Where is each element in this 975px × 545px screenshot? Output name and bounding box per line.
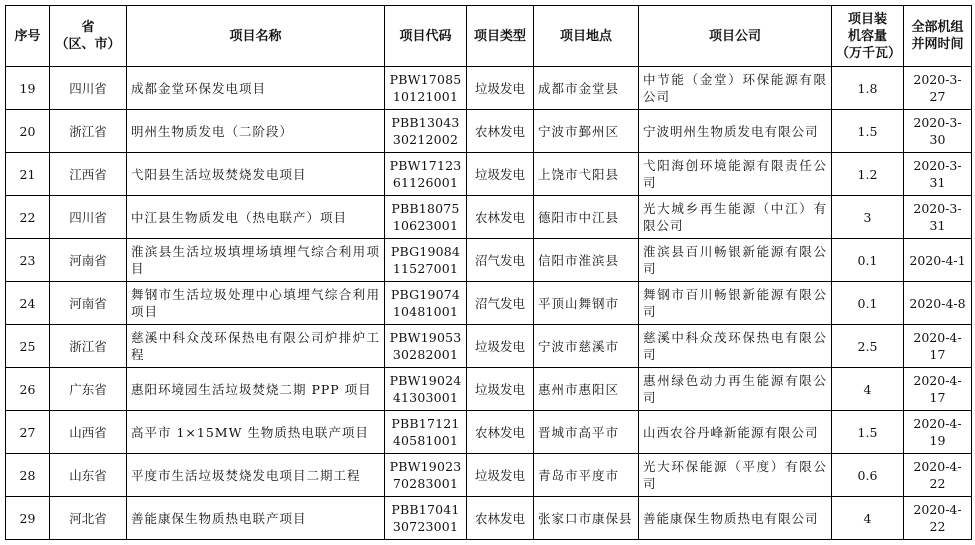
cell-project-type: 垃圾发电 [467, 368, 534, 411]
table-row [6, 67, 972, 110]
cell-grid-date: 2020-3-31 [904, 153, 972, 196]
cell-project-name: 淮滨县生活垃圾填埋场填埋气综合利用项目 [127, 239, 385, 282]
cell-project-name: 舞钢市生活垃圾处理中心填埋气综合利用项目 [127, 282, 385, 325]
cell-project-code: PBG1908411527001 [385, 239, 467, 282]
header-project-name: 项目名称 [127, 6, 385, 67]
cell-grid-date: 2020-4-17 [904, 325, 972, 368]
cell-province: 河南省 [50, 239, 127, 282]
cell-project-company: 弋阳海创环境能源有限责任公司 [639, 153, 832, 196]
cell-project-name: 慈溪中科众茂环保热电有限公司炉排炉工程 [127, 325, 385, 368]
cell-seq: 22 [6, 196, 50, 239]
cell-project-code: PBG1907410481001 [385, 282, 467, 325]
cell-seq: 20 [6, 110, 50, 153]
cell-province: 四川省 [50, 67, 127, 110]
cell-seq: 29 [6, 497, 50, 540]
cell-project-name: 成都金堂环保发电项目 [127, 67, 385, 110]
cell-capacity: 0.1 [832, 282, 904, 325]
cell-seq: 23 [6, 239, 50, 282]
header-project-code: 项目代码 [385, 6, 467, 67]
cell-project-code: PBB1704130723001 [385, 497, 467, 540]
cell-project-company: 光大城乡再生能源（中江）有限公司 [639, 196, 832, 239]
cell-project-company: 舞钢市百川畅银新能源有限公司 [639, 282, 832, 325]
cell-project-company: 山西农谷丹峰新能源有限公司 [639, 411, 832, 454]
cell-grid-date: 2020-3-27 [904, 67, 972, 110]
cell-project-location: 宁波市鄞州区 [534, 110, 639, 153]
cell-project-name: 平度市生活垃圾焚烧发电项目二期工程 [127, 454, 385, 497]
cell-project-location: 平顶山舞钢市 [534, 282, 639, 325]
cell-capacity: 2.5 [832, 325, 904, 368]
cell-project-type: 沼气发电 [467, 282, 534, 325]
cell-project-location: 宁波市慈溪市 [534, 325, 639, 368]
table-row [6, 411, 972, 454]
cell-project-location: 晋城市高平市 [534, 411, 639, 454]
cell-project-code: PBW1708510121001 [385, 67, 467, 110]
cell-project-location: 德阳市中江县 [534, 196, 639, 239]
table-row [6, 153, 972, 196]
project-table-sheet [5, 5, 972, 540]
cell-province: 山西省 [50, 411, 127, 454]
cell-project-location: 惠州市惠阳区 [534, 368, 639, 411]
header-row [6, 6, 972, 67]
cell-project-name: 善能康保生物质热电联产项目 [127, 497, 385, 540]
cell-project-company: 慈溪中科众茂环保热电有限公司 [639, 325, 832, 368]
cell-province: 四川省 [50, 196, 127, 239]
cell-seq: 24 [6, 282, 50, 325]
cell-project-location: 青岛市平度市 [534, 454, 639, 497]
cell-project-code: PBW1712361126001 [385, 153, 467, 196]
cell-project-type: 垃圾发电 [467, 67, 534, 110]
table-row [6, 368, 972, 411]
cell-project-location: 张家口市康保县 [534, 497, 639, 540]
cell-project-name: 惠阳环境园生活垃圾焚烧二期 PPP 项目 [127, 368, 385, 411]
table-row [6, 110, 972, 153]
table-row [6, 454, 972, 497]
cell-seq: 27 [6, 411, 50, 454]
header-capacity: 项目装 机容量 （万千瓦） [832, 6, 904, 67]
cell-project-company: 淮滨县百川畅银新能源有限公司 [639, 239, 832, 282]
cell-capacity: 4 [832, 497, 904, 540]
cell-grid-date: 2020-3-31 [904, 196, 972, 239]
cell-grid-date: 2020-4-1 [904, 239, 972, 282]
cell-capacity: 1.2 [832, 153, 904, 196]
table-row [6, 497, 972, 540]
cell-capacity: 1.5 [832, 411, 904, 454]
cell-grid-date: 2020-4-22 [904, 497, 972, 540]
cell-project-location: 成都市金堂县 [534, 67, 639, 110]
cell-capacity: 0.6 [832, 454, 904, 497]
cell-province: 江西省 [50, 153, 127, 196]
cell-project-location: 信阳市淮滨县 [534, 239, 639, 282]
cell-capacity: 1.5 [832, 110, 904, 153]
cell-province: 浙江省 [50, 325, 127, 368]
cell-capacity: 1.8 [832, 67, 904, 110]
cell-grid-date: 2020-4-22 [904, 454, 972, 497]
cell-project-type: 垃圾发电 [467, 325, 534, 368]
cell-province: 河北省 [50, 497, 127, 540]
table-body [6, 67, 972, 540]
cell-project-type: 农林发电 [467, 411, 534, 454]
cell-grid-date: 2020-4-19 [904, 411, 972, 454]
header-province: 省 （区、市） [50, 6, 127, 67]
cell-project-code: PBB1807510623001 [385, 196, 467, 239]
cell-project-code: PBW1902370283001 [385, 454, 467, 497]
cell-project-code: PBB1712140581001 [385, 411, 467, 454]
table-row [6, 239, 972, 282]
header-project-type: 项目类型 [467, 6, 534, 67]
cell-project-type: 农林发电 [467, 196, 534, 239]
cell-project-type: 沼气发电 [467, 239, 534, 282]
table-header [6, 6, 972, 67]
cell-project-type: 农林发电 [467, 110, 534, 153]
cell-seq: 25 [6, 325, 50, 368]
cell-grid-date: 2020-4-8 [904, 282, 972, 325]
header-project-company: 项目公司 [639, 6, 832, 67]
cell-province: 山东省 [50, 454, 127, 497]
table-row [6, 282, 972, 325]
cell-seq: 26 [6, 368, 50, 411]
cell-province: 浙江省 [50, 110, 127, 153]
cell-project-type: 垃圾发电 [467, 153, 534, 196]
cell-province: 河南省 [50, 282, 127, 325]
project-table [5, 5, 972, 540]
cell-province: 广东省 [50, 368, 127, 411]
cell-project-code: PBB1304330212002 [385, 110, 467, 153]
header-seq: 序号 [6, 6, 50, 67]
table-row [6, 196, 972, 239]
cell-project-company: 中节能（金堂）环保能源有限公司 [639, 67, 832, 110]
cell-project-company: 善能康保生物质热电有限公司 [639, 497, 832, 540]
table-row [6, 325, 972, 368]
cell-project-name: 高平市 1×15MW 生物质热电联产项目 [127, 411, 385, 454]
cell-project-name: 中江县生物质发电（热电联产）项目 [127, 196, 385, 239]
cell-capacity: 4 [832, 368, 904, 411]
cell-seq: 28 [6, 454, 50, 497]
cell-project-type: 垃圾发电 [467, 454, 534, 497]
cell-project-location: 上饶市弋阳县 [534, 153, 639, 196]
cell-project-name: 明州生物质发电（二阶段） [127, 110, 385, 153]
cell-project-code: PBW1905330282001 [385, 325, 467, 368]
cell-project-code: PBW1902441303001 [385, 368, 467, 411]
cell-project-name: 弋阳县生活垃圾焚烧发电项目 [127, 153, 385, 196]
cell-capacity: 0.1 [832, 239, 904, 282]
cell-grid-date: 2020-4-17 [904, 368, 972, 411]
cell-project-company: 光大环保能源（平度）有限公司 [639, 454, 832, 497]
cell-capacity: 3 [832, 196, 904, 239]
cell-seq: 21 [6, 153, 50, 196]
header-grid-date: 全部机组 并网时间 [904, 6, 972, 67]
cell-project-company: 宁波明州生物质发电有限公司 [639, 110, 832, 153]
cell-project-type: 农林发电 [467, 497, 534, 540]
cell-project-company: 惠州绿色动力再生能源有限公司 [639, 368, 832, 411]
header-project-location: 项目地点 [534, 6, 639, 67]
cell-grid-date: 2020-3-30 [904, 110, 972, 153]
cell-seq: 19 [6, 67, 50, 110]
